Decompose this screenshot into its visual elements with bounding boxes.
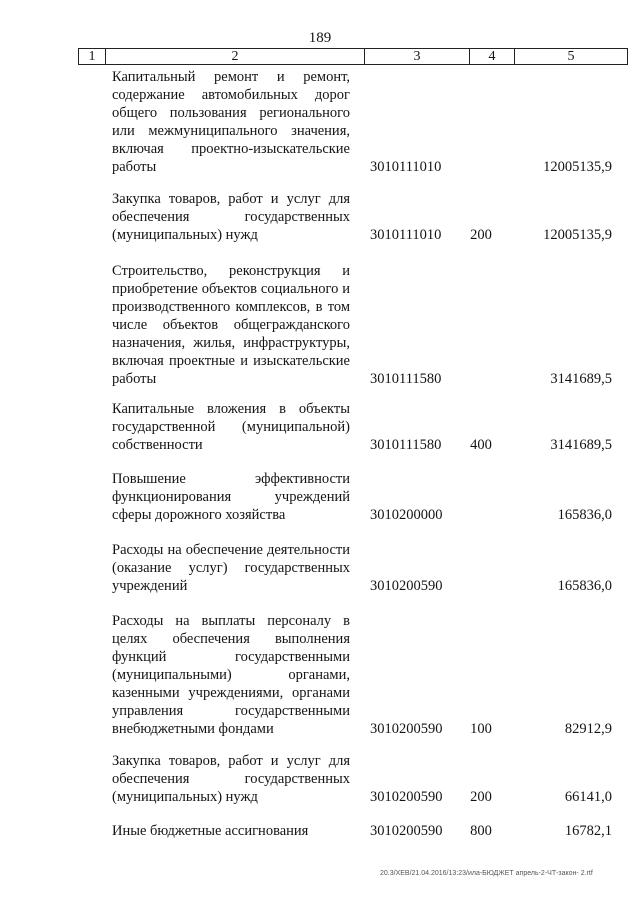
row-amount: 16782,1 <box>564 823 612 839</box>
row-amount: 12005135,9 <box>543 227 612 243</box>
row-expense-type: 200 <box>470 789 492 805</box>
row-description: Строительство, реконструкция и приобретение объектов социального и производственного комплексов, в том числе объектов общегражданского назначения, жилья, инфраструктуры, включая проектные и изыскательские работы <box>112 263 350 387</box>
row-description: Закупка товаров, работ и услуг для обеспечения государственных (муниципальных) нужд <box>112 753 350 805</box>
column-header-2: 2 <box>106 49 365 65</box>
row-code: 3010111010 <box>370 159 442 175</box>
page-number: 189 <box>308 30 332 46</box>
column-header-table <box>78 48 628 65</box>
row-amount: 3141689,5 <box>550 371 612 387</box>
row-amount: 165836,0 <box>557 507 612 523</box>
column-header-4: 4 <box>470 49 515 65</box>
row-amount: 165836,0 <box>557 578 612 594</box>
column-header-3: 3 <box>365 49 470 65</box>
row-expense-type: 800 <box>470 823 492 839</box>
row-code: 3010111010 <box>370 227 442 243</box>
row-code: 3010200590 <box>370 578 443 594</box>
row-description: Расходы на выплаты персоналу в целях обеспечения выполнения функций государственными (муниципальными) органами, казенными учреждениями, органами управления государственными внебюджетными фондами <box>112 613 350 737</box>
row-expense-type: 400 <box>470 437 492 453</box>
row-amount: 82912,9 <box>564 721 612 737</box>
row-description: Повышение эффективности функционирования учреждений сферы дорожного хозяйства <box>112 471 350 523</box>
footer-file-path: 20.3/ХЕВ/21.04.2016/13:23/ила-БЮДЖЕТ апрель-2-ЧТ-закон- 2.rtf <box>380 870 593 877</box>
column-header-row <box>79 49 628 65</box>
row-expense-type: 100 <box>470 721 492 737</box>
row-code: 3010200590 <box>370 823 443 839</box>
row-amount: 12005135,9 <box>543 159 612 175</box>
row-amount: 3141689,5 <box>550 437 612 453</box>
row-code: 3010200590 <box>370 721 443 737</box>
row-description: Капитальный ремонт и ремонт, содержание автомобильных дорог общего пользования регионального или межмуниципального значения, включая проектно-изыскательские работы <box>112 69 350 175</box>
row-description: Закупка товаров, работ и услуг для обеспечения государственных (муниципальных) нужд <box>112 191 350 243</box>
column-header-1: 1 <box>79 49 106 65</box>
row-code: 3010111580 <box>370 437 442 453</box>
row-code: 3010200590 <box>370 789 443 805</box>
row-description: Расходы на обеспечение деятельности (оказание услуг) государственных учреждений <box>112 542 350 594</box>
row-code: 3010111580 <box>370 371 442 387</box>
row-amount: 66141,0 <box>564 789 612 805</box>
row-description: Иные бюджетные ассигнования <box>112 823 309 839</box>
column-header-5: 5 <box>515 49 628 65</box>
row-description: Капитальные вложения в объекты государственной (муниципальной) собственности <box>112 401 350 453</box>
row-code: 3010200000 <box>370 507 443 523</box>
row-expense-type: 200 <box>470 227 492 243</box>
